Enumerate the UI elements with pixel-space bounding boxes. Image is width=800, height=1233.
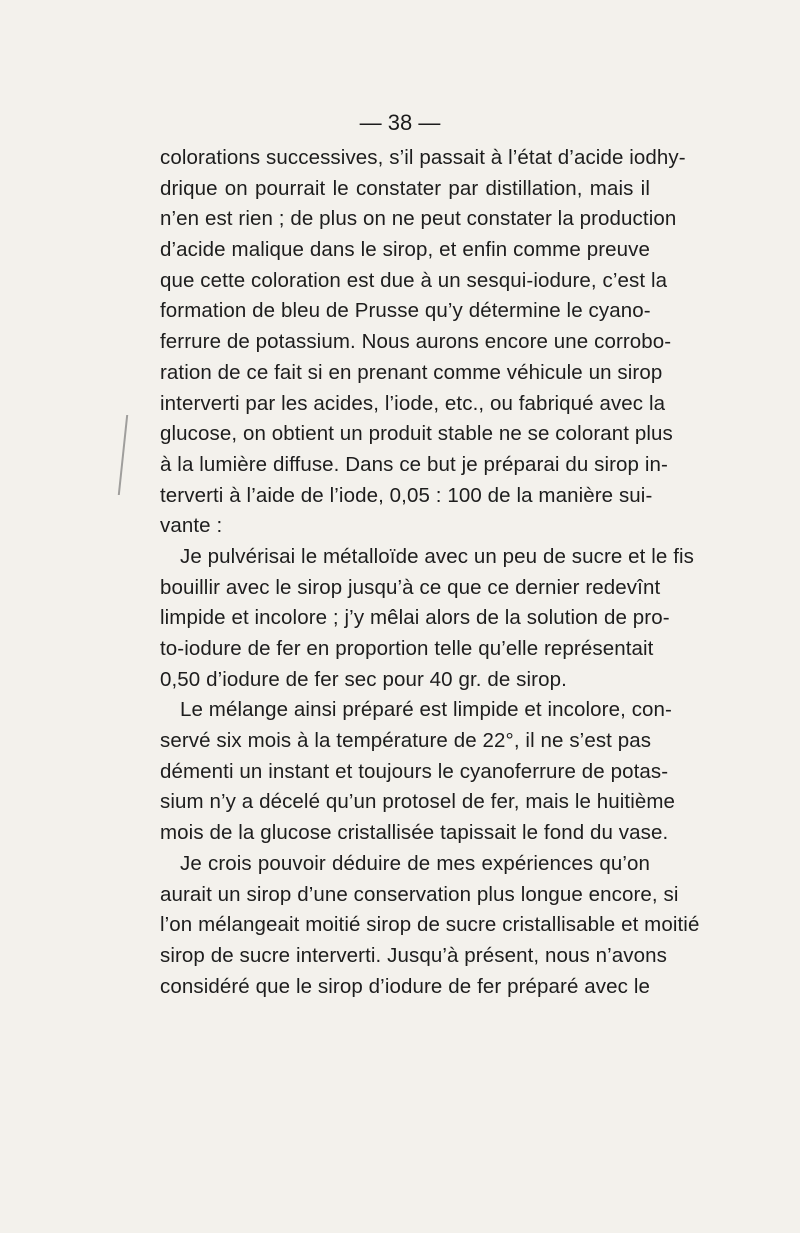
text-line: Le mélange ainsi préparé est limpide et incolore, con- [180,698,672,722]
text-line: mois de la glucose cristallisée tapissait le fond du vase. [160,821,669,845]
text-line: Je crois pouvoir déduire de mes expériences qu’on [180,851,650,875]
text-line: à la lumière diffuse. Dans ce but je préparai du sirop in- [160,452,668,476]
margin-pencil-mark [118,415,128,495]
text-line: colorations successives, s’il passait à l’état d’acide iodhy- [160,146,686,169]
page-number: — 38 — [359,110,441,135]
text-line: servé six mois à la température de 22°, il ne s’est pas [160,729,652,753]
text-line: aurait un sirop d’une conservation plus longue encore, si [160,882,679,906]
text-line: Je pulvérisai le métalloïde avec un peu de sucre et le fis [180,544,695,568]
text-line: drique on pourrait le constater par distillation, mais il [160,176,650,200]
text-line: démenti un instant et toujours le cyanoferrure de potas- [160,759,669,783]
text-line: que cette coloration est due à un sesqui-iodure, c’est la [160,268,668,292]
text-line: bouillir avec le sirop jusqu’à ce que ce dernier redevînt [160,575,661,599]
text-line: ferrure de potassium. Nous aurons encore une corrobo- [160,330,672,354]
text-line: limpide et incolore ; j’y mêlai alors de la solution de pro- [160,606,670,630]
text-line: to-iodure de fer en proportion telle qu’elle représentait [160,637,654,660]
text-line: vante : [160,514,223,538]
text-line: terverti à l’aide de l’iode, 0,05 : 100 de la manière sui- [160,483,653,507]
text-line: interverti par les acides, l’iode, etc., ou fabriqué avec la [160,391,666,415]
text-line: glucose, on obtient un produit stable ne se colorant plus [160,422,673,446]
text-line: ration de ce fait si en prenant comme véhicule un sirop [160,360,663,384]
text-line: l’on mélangeait moitié sirop de sucre cristallisable et moitié [160,913,700,937]
text-line: n’en est rien ; de plus on ne peut constater la production [160,207,677,231]
text-line: formation de bleu de Prusse qu’y détermine le cyano- [160,299,651,323]
text-line: sium n’y a décelé qu’un protosel de fer, mais le huitième [160,790,676,814]
body-text [160,143,700,1002]
text-line: 0,50 d’iodure de fer sec pour 40 gr. de sirop. [160,667,567,691]
text-line: d’acide malique dans le sirop, et enfin comme preuve [160,238,650,262]
text-line: considéré que le sirop d’iodure de fer préparé avec le [160,974,650,998]
text-line: sirop de sucre interverti. Jusqu’à présent, nous n’avons [160,943,667,967]
